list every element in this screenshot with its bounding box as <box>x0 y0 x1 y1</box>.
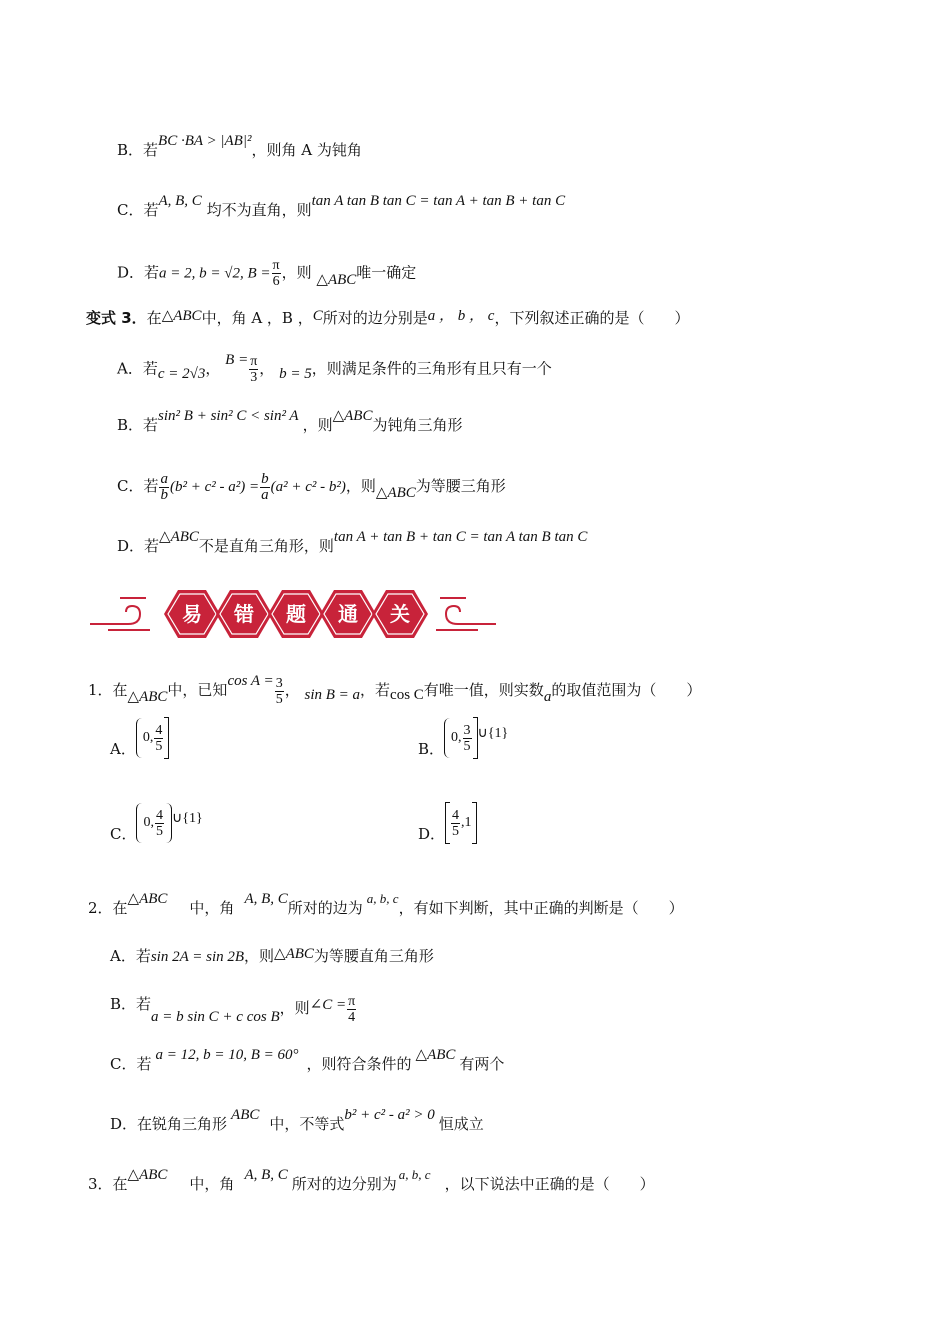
numerator: 3 <box>275 675 283 691</box>
interval-start: 0, <box>143 815 154 830</box>
var-a: a <box>543 689 552 705</box>
option-label: D． <box>418 825 446 843</box>
c-value: c = 2√3 <box>157 365 206 382</box>
angles-abc: A, B, C <box>244 1167 288 1183</box>
stem-text: 在 <box>146 309 162 327</box>
option-c-row <box>117 193 566 221</box>
option-text: ，则满足条件的三角形有且只有一个 <box>311 359 552 378</box>
q2-option-c <box>110 1047 505 1075</box>
q2-option-d <box>110 1107 484 1135</box>
q1-option-c <box>110 800 203 844</box>
triangle-abc: ABC <box>231 1107 260 1123</box>
option-label: C． <box>110 825 137 843</box>
section-banner <box>88 586 498 642</box>
sin-b: sin B = a <box>304 687 361 703</box>
angle-c: C <box>312 308 323 324</box>
inequality: b² + c² - a² > 0 <box>344 1107 435 1123</box>
b-value: b = 5 <box>279 365 312 382</box>
a-over-b <box>159 472 169 503</box>
option-label: A． <box>110 740 136 758</box>
numerator: π <box>272 258 280 273</box>
denominator: 5 <box>275 691 283 707</box>
q1-option-d <box>418 800 477 844</box>
option-text: 为等腰直角三角形 <box>313 947 434 965</box>
option-label: D．若 <box>117 537 160 555</box>
denominator: a <box>261 486 269 503</box>
triangle-abc: △ABC <box>159 529 199 545</box>
variant-label: 变式 3． <box>86 309 147 327</box>
variant-3-stem <box>86 308 689 329</box>
numerator: 4 <box>452 807 460 823</box>
banner-hex-4 <box>320 590 376 638</box>
sides-abc: a ， b ， c <box>427 308 495 324</box>
option-label: C．若 <box>117 201 159 219</box>
sides-abc: a, b, c <box>366 891 399 906</box>
banner-hex-3 <box>268 590 324 638</box>
stem-text: ，若 <box>360 681 391 699</box>
option-label: D．若 <box>117 263 160 282</box>
q3-stem <box>88 1167 655 1195</box>
option-label: D．在锐角三角形 <box>110 1115 228 1133</box>
question-number: 1．在 <box>88 681 128 699</box>
tan-identity: tan A tan B tan C = tan A + tan B + tan C <box>311 193 566 209</box>
denominator: 5 <box>155 823 163 839</box>
numerator: 4 <box>155 722 163 738</box>
angle-c: ∠C = <box>309 997 347 1013</box>
sep: ， <box>284 681 300 699</box>
denominator: 5 <box>452 823 460 839</box>
union-one: ∪{1} <box>171 811 203 826</box>
option-text: 均不为直角，则 <box>206 201 312 219</box>
option-b-row <box>117 133 362 161</box>
interval-start: 0, <box>142 730 154 745</box>
option-text: 为等腰三角形 <box>415 477 506 495</box>
option-text: 唯一确定 <box>356 263 417 282</box>
cos-a: cos A = <box>227 673 274 689</box>
q2-option-b <box>110 988 357 1028</box>
union-one: ∪{1} <box>477 726 509 741</box>
q1-option-a <box>110 715 169 759</box>
stem-text: 的取值范围为（ ） <box>551 681 702 699</box>
sin-equation: sin 2A = sin 2B <box>150 949 245 965</box>
option-text: 不是直角三角形，则 <box>198 537 334 555</box>
variant-option-a <box>117 351 552 385</box>
given-values: a = 12, b = 10, B = 60° <box>155 1047 299 1063</box>
option-text: ，则 <box>244 947 275 965</box>
denominator: 3 <box>250 370 258 385</box>
triangle-abc: △ABC <box>127 689 168 705</box>
option-text: ，则 <box>281 263 312 282</box>
stem-text: 中，角 <box>189 899 235 917</box>
open-paren <box>136 803 143 843</box>
option-text: 为钝角三角形 <box>372 416 463 434</box>
numerator: 3 <box>463 722 471 738</box>
stem-text: 所对的边为 <box>287 899 363 917</box>
question-number: 2．在 <box>88 899 128 917</box>
triangle-abc: △ABC <box>274 946 314 962</box>
q2-stem <box>88 891 684 919</box>
option-label: B．若 <box>117 416 159 434</box>
pi-over-6 <box>272 258 281 289</box>
triangle-abc: △ABC <box>415 1047 456 1063</box>
vector-inequality: BC ·BA > |AB|² <box>158 133 252 149</box>
given-values: a = 2, b = √2, B = <box>159 265 271 282</box>
three-fifths <box>463 723 472 754</box>
cos-c: cos C <box>390 687 424 703</box>
three-fifths <box>275 676 284 707</box>
banner-char: 题 <box>286 602 306 626</box>
q1-stem <box>88 672 701 708</box>
angles-math: A, B, C <box>158 193 202 209</box>
banner-hex-2 <box>216 590 272 638</box>
option-text: 中，不等式 <box>269 1115 345 1133</box>
option-label: B． <box>418 740 445 758</box>
variant-option-b <box>117 408 463 436</box>
interval-end: ,1 <box>461 815 472 830</box>
triangle-abc: △ABC <box>161 308 202 324</box>
stem-text: 所对的边分别为 <box>291 1175 397 1193</box>
stem-text: ，有如下判断，其中正确的判断是（ ） <box>398 899 684 917</box>
banner-hex-1 <box>164 590 220 638</box>
numerator: π <box>348 993 356 1009</box>
sep: ， <box>259 359 275 378</box>
side-equation: a = b sin C + c cos B <box>151 1009 280 1025</box>
sin-inequality: sin² B + sin² C < sin² A <box>158 408 299 424</box>
stem-text: 有唯一值，则实数 <box>423 681 544 699</box>
expr-1: (b² + c² - a²) = <box>169 479 260 495</box>
banner-char: 通 <box>338 602 358 626</box>
option-label: C．若 <box>110 1055 152 1073</box>
banner-char: 易 <box>182 602 202 626</box>
denominator: 6 <box>272 274 280 289</box>
variant-option-c <box>117 468 506 504</box>
option-text: ，则符合条件的 <box>306 1055 412 1073</box>
numerator: a <box>160 470 168 487</box>
option-text: 恒成立 <box>438 1115 484 1133</box>
option-text: ，则 <box>302 416 333 434</box>
pi-over-4 <box>347 994 356 1025</box>
numerator: b <box>261 470 269 487</box>
q2-option-a <box>110 946 434 967</box>
four-fifths <box>451 808 460 839</box>
close-paren <box>165 803 172 843</box>
triangle-abc: △ABC <box>316 271 357 288</box>
denominator: 5 <box>463 738 471 754</box>
pi-over-3 <box>249 354 258 385</box>
numerator: π <box>250 354 258 369</box>
banner-char: 关 <box>390 602 410 626</box>
variant-option-d <box>117 529 588 557</box>
open-paren <box>136 718 143 758</box>
four-fifths <box>154 723 163 754</box>
angles-abc: A, B, C <box>244 891 288 907</box>
option-label: B．若 <box>110 995 152 1013</box>
stem-text: ，下列叙述正确的是（ ） <box>494 309 690 327</box>
option-text: ，则 <box>345 477 376 495</box>
four-fifths <box>155 808 164 839</box>
banner-hex-5 <box>372 590 428 638</box>
option-text: ，则 <box>279 999 310 1017</box>
triangle-abc: △ABC <box>127 891 168 907</box>
interval-start: 0, <box>451 730 462 745</box>
triangle-abc: △ABC <box>375 485 416 501</box>
stem-text: 中，已知 <box>167 681 228 699</box>
close-bracket <box>472 802 477 844</box>
open-bracket <box>445 802 450 844</box>
option-label: A．若 <box>110 947 151 965</box>
b-angle: B = <box>225 351 249 368</box>
stem-text: 中，角 <box>189 1175 235 1193</box>
denominator: 5 <box>155 738 163 754</box>
option-text: 有两个 <box>459 1055 505 1073</box>
close-bracket <box>164 717 169 759</box>
option-label: B．若 <box>117 141 159 159</box>
numerator: 4 <box>155 807 163 823</box>
denominator: 4 <box>348 1009 356 1025</box>
stem-text: ，以下说法中正确的是（ ） <box>444 1175 655 1193</box>
denominator: b <box>160 486 168 503</box>
b-over-a <box>260 472 270 503</box>
option-label: C．若 <box>117 477 159 495</box>
open-paren <box>444 718 451 758</box>
sep: ， <box>205 359 221 378</box>
option-text: ，则角 A 为钝角 <box>251 141 362 159</box>
option-d-row <box>117 258 416 289</box>
stem-text: 中，角 A ，B ， <box>201 309 313 327</box>
stem-text: 所对的边分别是 <box>322 309 428 327</box>
banner-char: 错 <box>234 602 254 626</box>
question-number: 3．在 <box>88 1175 128 1193</box>
tan-identity: tan A + tan B + tan C = tan A tan B tan C <box>333 529 588 545</box>
q1-option-b <box>418 715 508 759</box>
expr-2: (a² + c² - b²) <box>270 479 346 495</box>
option-label: A．若 <box>117 359 158 378</box>
triangle-abc: △ABC <box>127 1167 168 1183</box>
sides-abc: a, b, c <box>398 1167 431 1182</box>
triangle-abc: △ABC <box>332 408 373 424</box>
